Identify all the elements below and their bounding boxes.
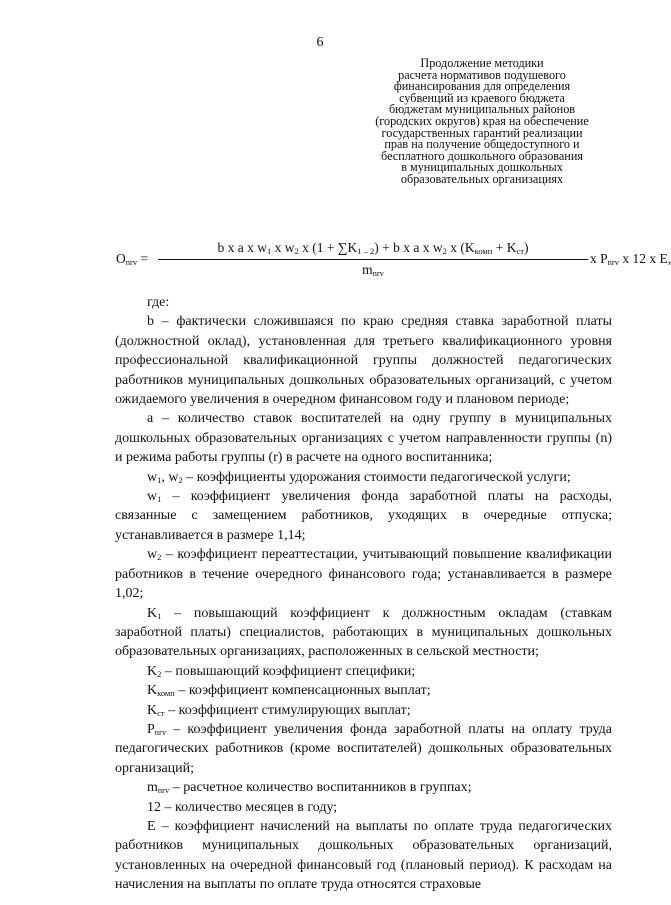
header-line: финансирования для определения: [393, 79, 571, 94]
formula-rhs: x $P_{nrv}$ x 12 x E,: [590, 251, 671, 267]
definition-w2: $w_2$ – коэффициент переаттестации, учитывающий повышение квалификации работников в течение очередного финансового года; устанавливается в размере 1,02;: [115, 547, 612, 602]
definition-e: E – коэффициент начислений на выплаты по оплате труда педагогических работников муниципальных дошкольных образовательных организаций, установленных на очередной финансовый год (плановый период). К расходам на начисления на выплаты по оплате труда относятся страховые: [115, 818, 612, 893]
definition-kst: $K_{ст}$ – коэффициент стимулирующих выплат;: [147, 702, 411, 718]
formula: [116, 240, 671, 280]
definition-b: b – фактически сложившаяся по краю средняя ставка заработной платы (должностной оклад), установленная для третьего квалификационного уровня профессиональной квалификационной группы должностей педагогических работников муниципальных дошкольных образовательных организаций, с учетом ожидаемого увеличения в очередном финансовом году и плановом периоде;: [115, 314, 612, 408]
formula-numerator: b x a x $w_1$ x $w_2$ x $(1 + \sum K_{1 - 2}) + b$ x a x $w_2$ x $(K_{комп} + K_{ст})$: [158, 240, 588, 260]
header-line: Продолжение методики: [420, 56, 544, 70]
definition-a: a – количество ставок воспитателей на одну группу в муниципальных дошкольных образовательных организациях с учетом направленности группы (n) и режима работы группы (r) в расчете на одного воспитанника;: [115, 411, 612, 466]
header-line: бесплатного дошкольного образования: [381, 148, 583, 163]
header-line: бюджетам муниципальных районов: [388, 102, 576, 117]
header-line: государственных гарантий реализации: [381, 125, 583, 140]
definition-12: 12 – количество месяцев в году;: [147, 799, 338, 815]
formula-lhs: $O_{nrv}$ =: [116, 251, 149, 267]
formula-denominator: $m_{nrv}$: [362, 262, 384, 278]
definition-kkomp: $K_{комп}$ – коэффициент компенсационных выплат;: [147, 683, 431, 699]
definition-m: $m_{nrv}$ – расчетное количество воспитанников в группах;: [147, 780, 472, 796]
definition-p: $P_{nrv}$ – коэффициент увеличения фонда заработной платы на оплату труда педагогических работников (кроме воспитателей) дошкольных образовательных организаций;: [115, 721, 612, 776]
header-line: прав на получение общедоступного и: [384, 137, 580, 152]
header-line: в муниципальных дошкольных: [401, 160, 563, 175]
definition-w: $w_1$, $w_2$ – коэффициенты удорожания стоимости педагогической услуги;: [147, 469, 571, 485]
header-note: [362, 58, 602, 186]
formula-fraction: [158, 240, 588, 278]
body-text: [115, 293, 612, 895]
page-number: 6: [316, 35, 324, 50]
definition-w1: $w_1$ – коэффициент увеличения фонда заработной платы на расходы, связанные с замещением работников, уходящих в очередные отпуска; устанавливается в размере 1,14;: [115, 489, 612, 543]
header-line: (городских округов) края на обеспечение: [375, 113, 589, 128]
header-line: образовательных организациях: [400, 171, 564, 186]
definition-k1: $K_1$ – повышающий коэффициент к должностным окладам (ставкам заработной платы) специалистов, работающих в муниципальных дошкольных образовательных организациях, расположенных в сельской местности;: [115, 605, 612, 660]
definition-k2: $K_2$ – повышающий коэффициент специфики;: [147, 663, 416, 679]
where-label: где:: [147, 295, 170, 310]
header-line: субвенций из краевого бюджета: [399, 90, 565, 105]
header-line: расчета нормативов подушевого: [398, 67, 566, 82]
